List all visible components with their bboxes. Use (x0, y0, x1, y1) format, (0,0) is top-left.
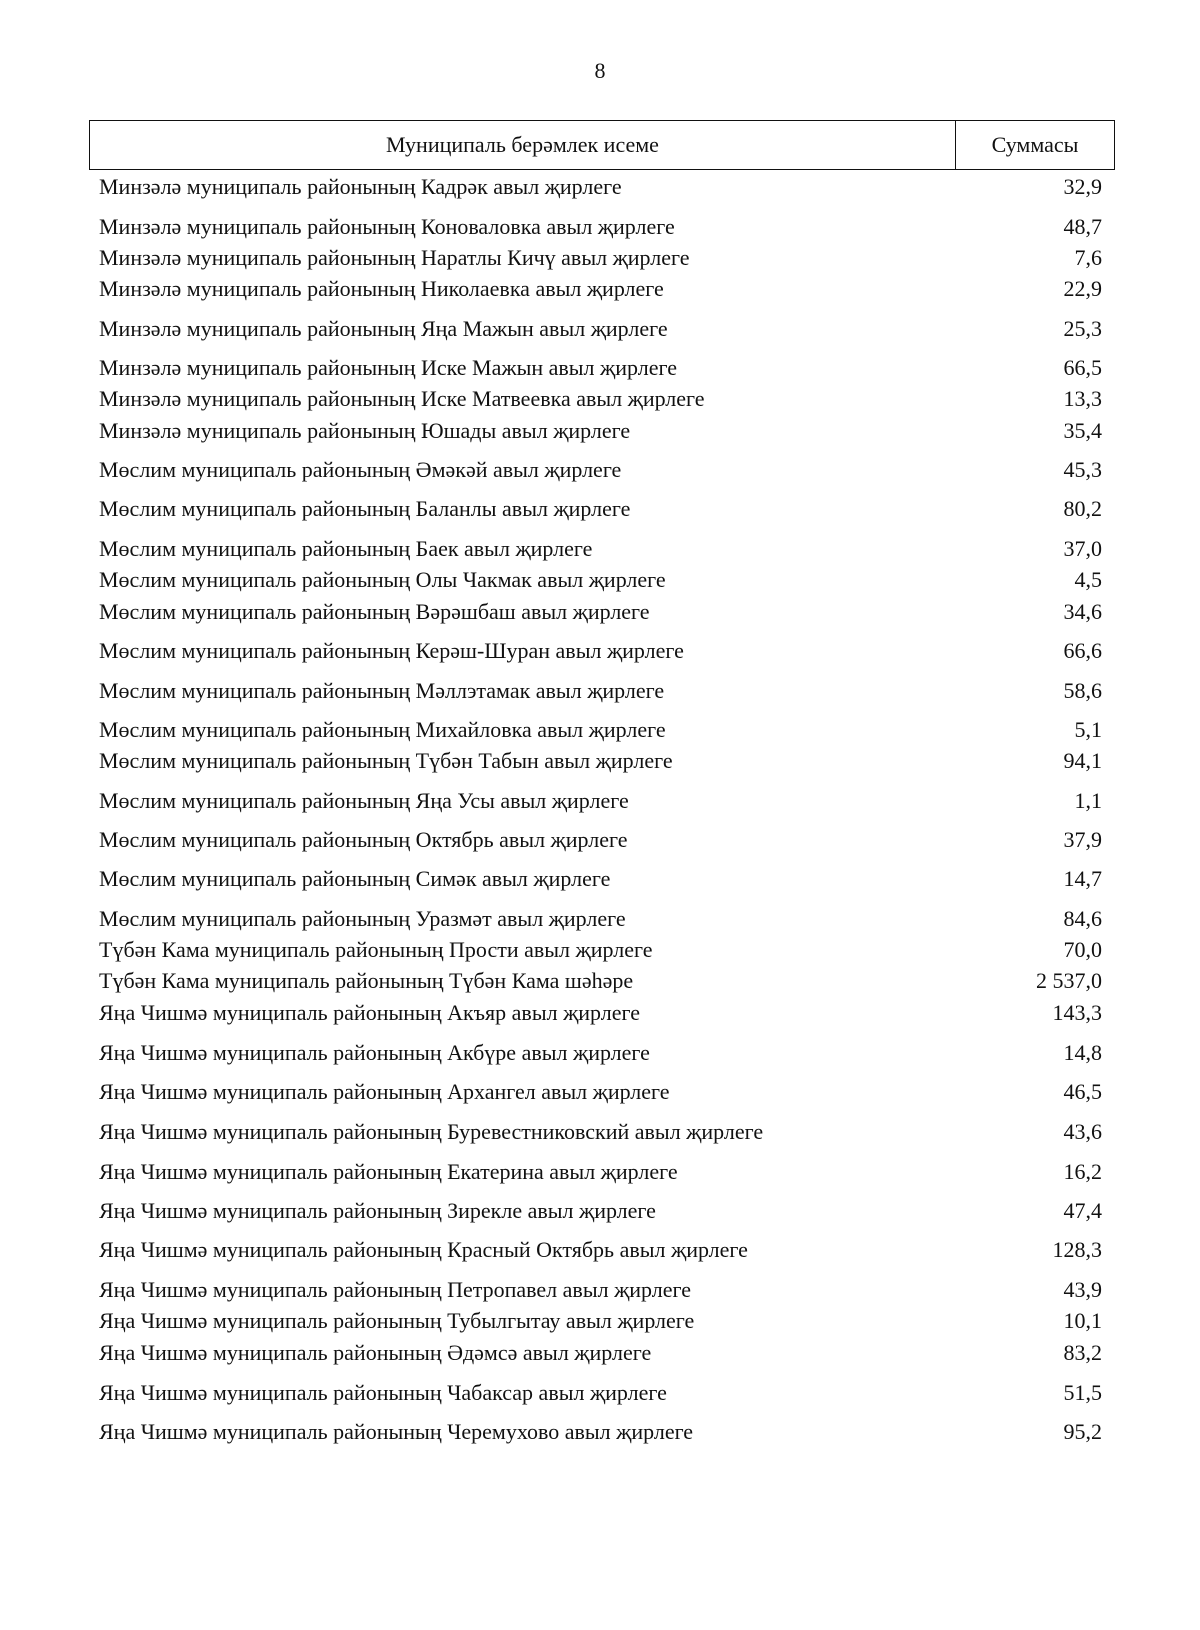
table-row (99, 1235, 1102, 1265)
table-row (99, 353, 1102, 383)
table-row (99, 1275, 1102, 1305)
table-row (99, 676, 1102, 706)
table-row (99, 455, 1102, 485)
amount-value: 46,5 (1063, 1079, 1102, 1104)
amount-value: 48,7 (1063, 214, 1102, 239)
amount-value: 5,1 (1074, 717, 1102, 742)
amount-value: 25,3 (1063, 316, 1102, 341)
municipality-name: Минзәлә муниципаль районының Наратлы Кичү авыл җирлеге (99, 245, 690, 270)
amount-value: 83,2 (1063, 1340, 1102, 1365)
table-row (99, 416, 1102, 446)
amount-value: 70,0 (1063, 937, 1102, 962)
table-row (99, 314, 1102, 344)
amount-value: 66,6 (1063, 638, 1102, 663)
municipality-name: Яңа Чишмә муниципаль районының Акбүре авыл җирлеге (99, 1040, 650, 1065)
municipality-name: Яңа Чишмә муниципаль районының Зирекле авыл җирлеге (99, 1198, 656, 1223)
municipality-name: Минзәлә муниципаль районының Юшады авыл җирлеге (99, 418, 631, 443)
amount-value: 37,0 (1063, 536, 1102, 561)
municipality-name: Минзәлә муниципаль районының Иске Матвеевка авыл җирлеге (99, 386, 705, 411)
table-row (99, 1338, 1102, 1368)
municipality-name: Мөслим муниципаль районының Уразмәт авыл җирлеге (99, 906, 626, 931)
table-row (99, 935, 1102, 965)
table-row (99, 904, 1102, 934)
municipality-name: Яңа Чишмә муниципаль районының Петропавел авыл җирлеге (99, 1277, 692, 1302)
amount-value: 35,4 (1063, 418, 1102, 443)
amount-value: 7,6 (1074, 245, 1102, 270)
municipality-name: Яңа Чишмә муниципаль районының Тубылгытау авыл җирлеге (99, 1308, 695, 1333)
table-row (99, 274, 1102, 304)
municipality-name: Мөслим муниципаль районының Баек авыл җирлеге (99, 536, 593, 561)
table-row (99, 1306, 1102, 1336)
municipality-name: Яңа Чишмә муниципаль районының Черемухово авыл җирлеге (99, 1419, 694, 1444)
table-row (99, 1038, 1102, 1068)
table-row (99, 746, 1102, 776)
amount-value: 58,6 (1063, 678, 1102, 703)
amount-value: 10,1 (1063, 1308, 1102, 1333)
table-row (99, 998, 1102, 1028)
amount-value: 128,3 (1052, 1237, 1102, 1262)
table-row (99, 212, 1102, 242)
amount-value: 84,6 (1063, 906, 1102, 931)
municipality-name: Мөслим муниципаль районының Вәрәшбаш авыл җирлеге (99, 599, 650, 624)
table-row (99, 715, 1102, 745)
table-row (99, 1077, 1102, 1107)
municipality-name: Минзәлә муниципаль районының Яңа Мажын авыл җирлеге (99, 316, 668, 341)
municipality-name: Яңа Чишмә муниципаль районының Архангел авыл җирлеге (99, 1079, 670, 1104)
amount-value: 47,4 (1063, 1198, 1102, 1223)
table-row (99, 966, 1102, 996)
amount-value: 80,2 (1063, 496, 1102, 521)
amount-value: 34,6 (1063, 599, 1102, 624)
municipality-name: Мөслим муниципаль районының Михайловка авыл җирлеге (99, 717, 666, 742)
amount-value: 16,2 (1063, 1159, 1102, 1184)
table-row (99, 384, 1102, 414)
municipality-name: Минзәлә муниципаль районының Николаевка авыл җирлеге (99, 276, 664, 301)
municipality-name: Мөслим муниципаль районының Түбән Табын авыл җирлеге (99, 748, 673, 773)
amount-value: 95,2 (1063, 1419, 1102, 1444)
municipality-name: Минзәлә муниципаль районының Кадрәк авыл җирлеге (99, 174, 622, 199)
municipality-name: Мөслим муниципаль районының Керәш-Шуран авыл җирлеге (99, 638, 684, 663)
municipality-name: Мөслим муниципаль районының Олы Чакмак авыл җирлеге (99, 567, 666, 592)
municipality-name: Мөслим муниципаль районының Мәллэтамак авыл җирлеге (99, 678, 665, 703)
municipality-name: Яңа Чишмә муниципаль районының Екатерина авыл җирлеге (99, 1159, 678, 1184)
column-header-sum: Суммасы (991, 132, 1079, 157)
table-row (99, 1196, 1102, 1226)
municipality-name: Минзәлә муниципаль районының Иске Мажын авыл җирлеге (99, 355, 677, 380)
amount-value: 1,1 (1074, 788, 1102, 813)
amount-value: 14,7 (1063, 866, 1102, 891)
table-row (99, 786, 1102, 816)
municipality-name: Мөслим муниципаль районының Симәк авыл җирлеге (99, 866, 611, 891)
table-row (99, 864, 1102, 894)
page-number: 8 (594, 58, 606, 83)
municipality-name: Яңа Чишмә муниципаль районының Чабаксар авыл җирлеге (99, 1380, 667, 1405)
amount-value: 32,9 (1063, 174, 1102, 199)
amount-value: 143,3 (1052, 1000, 1102, 1025)
municipality-name: Яңа Чишмә муниципаль районының Акъяр авыл җирлеге (99, 1000, 640, 1025)
municipality-name: Яңа Чишмә муниципаль районының Красный Октябрь авыл җирлеге (99, 1237, 748, 1262)
amount-value: 45,3 (1063, 457, 1102, 482)
municipality-name: Мөслим муниципаль районының Әмәкәй авыл җирлеге (99, 457, 622, 482)
amount-value: 51,5 (1063, 1380, 1102, 1405)
table-row (99, 494, 1102, 524)
municipality-name: Яңа Чишмә муниципаль районының Буревестниковский авыл җирлеге (99, 1119, 764, 1144)
amount-value: 66,5 (1063, 355, 1102, 380)
municipality-name: Мөслим муниципаль районының Яңа Усы авыл җирлеге (99, 788, 629, 813)
table-row (99, 597, 1102, 627)
table-row (99, 534, 1102, 564)
municipality-name: Минзәлә муниципаль районының Коноваловка авыл җирлеге (99, 214, 675, 239)
amount-value: 2 537,0 (1036, 968, 1102, 993)
table-row (99, 825, 1102, 855)
municipality-name: Түбән Кама муниципаль районының Прости авыл җирлеге (99, 937, 653, 962)
amount-value: 4,5 (1074, 567, 1102, 592)
table-row (99, 565, 1102, 595)
column-header-name: Муниципаль берәмлек исеме (90, 121, 956, 169)
municipality-name: Мөслим муниципаль районының Октябрь авыл җирлеге (99, 827, 628, 852)
amount-value: 14,8 (1063, 1040, 1102, 1065)
table-row (99, 1157, 1102, 1187)
amount-value: 43,9 (1063, 1277, 1102, 1302)
amount-value: 13,3 (1063, 386, 1102, 411)
municipality-name: Түбән Кама муниципаль районының Түбән Кама шәһәре (99, 968, 634, 993)
table-row (99, 1417, 1102, 1447)
amount-value: 43,6 (1063, 1119, 1102, 1144)
municipality-name: Яңа Чишмә муниципаль районының Әдәмсә авыл җирлеге (99, 1340, 652, 1365)
table-row (99, 243, 1102, 273)
table-row (99, 1378, 1102, 1408)
table-row (99, 636, 1102, 666)
table-row (99, 172, 1102, 202)
table-row (99, 1117, 1102, 1147)
amount-value: 37,9 (1063, 827, 1102, 852)
table-header (89, 120, 1115, 170)
municipality-name: Мөслим муниципаль районының Баланлы авыл җирлеге (99, 496, 631, 521)
amount-value: 22,9 (1063, 276, 1102, 301)
amount-value: 94,1 (1063, 748, 1102, 773)
